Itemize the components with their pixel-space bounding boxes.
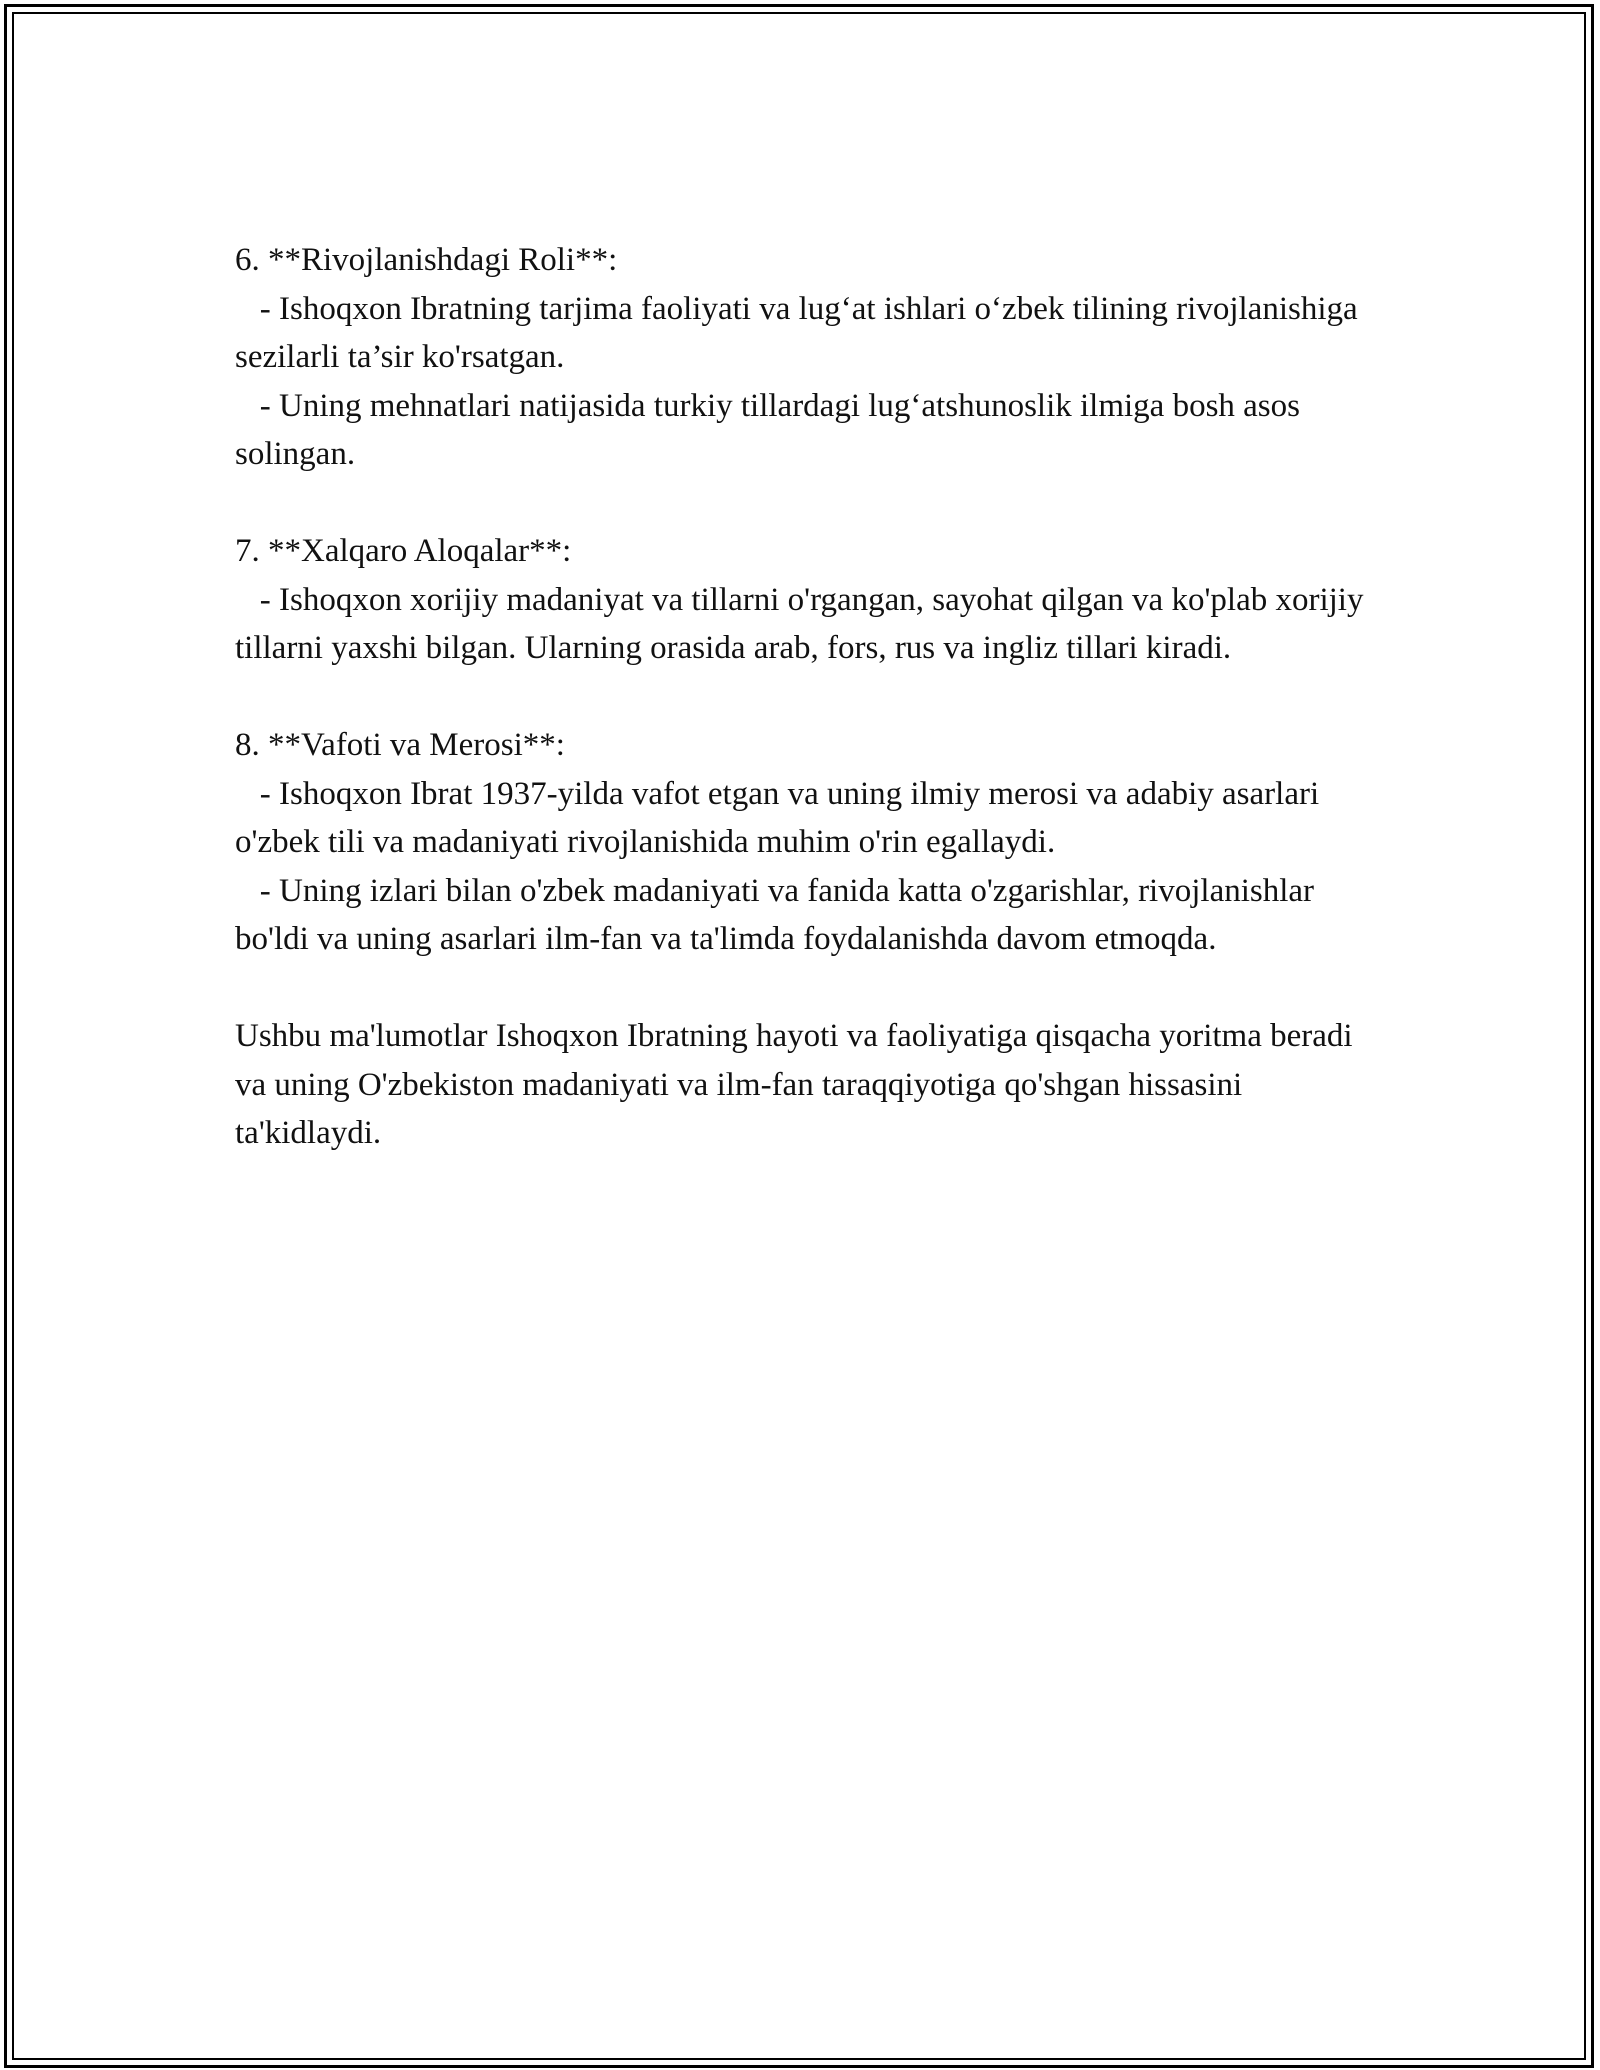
bullet-item: - Ishoqxon Ibratning tarjima faoliyati va lug‘at ishlari o‘zbek tilining rivojlanishiga sezilarli ta’sir ko'rsatgan. <box>235 290 1366 375</box>
bullet-item: - Uning izlari bilan o'zbek madaniyati va fanida katta o'zgarishlar, rivojlanishlar bo'ldi va uning asarlari ilm-fan va ta'limda foydalanishda davom etmoqda. <box>235 872 1323 957</box>
bullet-item: - Ishoqxon Ibrat 1937-yilda vafot etgan va uning ilmiy merosi va adabiy asarlari o'zbek tili va madaniyati rivojlanishida muhim o'rin egallaydi. <box>235 775 1328 860</box>
section-xalqaro-aloqalar <box>235 527 1372 673</box>
bullet-item: - Uning mehnatlari natijasida turkiy tillardagi lug‘atshunoslik ilmiga bosh asos solingan. <box>235 387 1309 472</box>
section-heading: 8. **Vafoti va Merosi**: <box>235 727 565 763</box>
section-heading: 6. **Rivojlanishdagi Roli**: <box>235 242 618 278</box>
section-vafoti-va-merosi <box>235 721 1365 964</box>
document-body <box>235 236 1372 1158</box>
bullet-item: - Ishoqxon xorijiy madaniyat va tillarni o'rgangan, sayohat qilgan va ko'plab xorijiy tillarni yaxshi bilgan. Ularning orasida arab, fors, rus va ingliz tillari kiradi. <box>235 581 1372 666</box>
conclusion-paragraph: Ushbu ma'lumotlar Ishoqxon Ibratning hayoti va faoliyatiga qisqacha yoritma beradi va uning O'zbekiston madaniyati va ilm-fan taraqqiyotiga qo'shgan hissasini ta'kidlaydi. <box>235 1018 1353 1151</box>
section-heading: 7. **Xalqaro Aloqalar**: <box>235 533 572 569</box>
section-rivojlanishdagi-roli <box>235 236 1365 479</box>
